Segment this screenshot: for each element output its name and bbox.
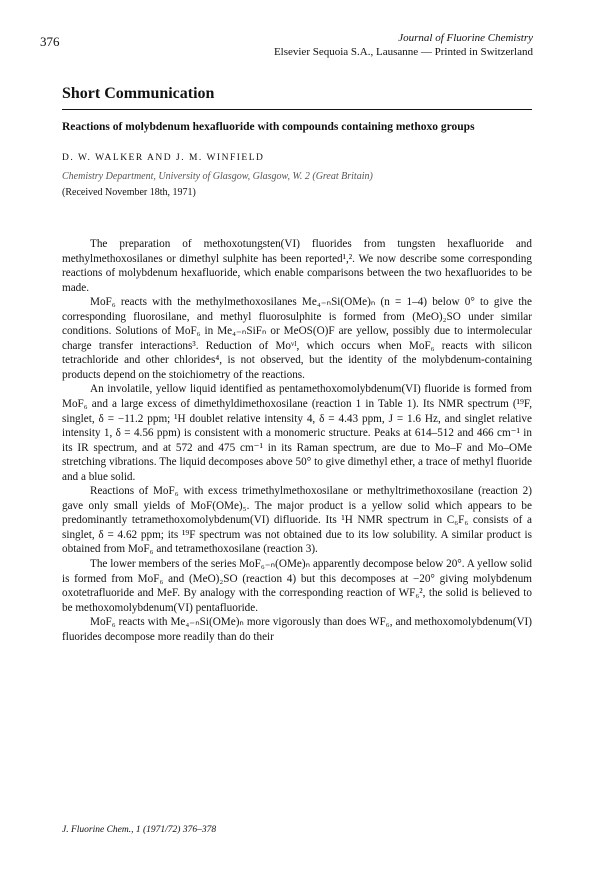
publisher-line: Elsevier Sequoia S.A., Lausanne — Printed in Switzerland xyxy=(273,46,533,58)
heading-rule xyxy=(62,109,532,110)
body-paragraph: Reactions of MoF₆ with excess trimethylmethoxosilane or methyltrimethoxosilane (reaction 2) gave only small yields of MoF(OMe)₅. The major product is a yellow solid which appears to be predominantly tetramethoxomolybdenum(VI) difluoride. Its ¹H NMR spectrum in C₆F₆ consists of a singlet, δ = 4.62 ppm; its ¹⁹F spectrum was not obtained due to its low solubility. A similar product is obtained from MoF₆ and tetramethoxosilane (reaction 3). xyxy=(62,485,532,556)
journal-name: Journal of Fluorine Chemistry xyxy=(398,32,533,44)
body-paragraph: An involatile, yellow liquid identified as pentamethoxomolybdenum(VI) fluoride is formed from MoF₆ and a large excess of dimethyldimethoxosilane (reaction 1 in Table 1). Its NMR spectrum (¹⁹F, singlet, δ = −11.2 ppm; ¹H doublet relative intensity 4, δ = 4.43 ppm, J = 1.6 Hz, and singlet relative intensity 1, δ = 4.56 ppm) is consistent with a monomeric structure. Peaks at 614–512 and 466 cm⁻¹ in its IR spectrum, and at 572 and 475 cm⁻¹ in its Raman spectrum, are due to Mo–F and Mo–OMe stretching vibrations. The liquid decomposes above 50° to give dimethyl ether, a trace of methyl fluoride and a blue solid. xyxy=(62,383,532,483)
article-body xyxy=(62,237,532,644)
body-paragraph: MoF₆ reacts with Me₄₋ₙSi(OMe)ₙ more vigorously than does WF₆, and methoxomolybdenum(VI) fluorides decompose more readily than do their xyxy=(62,616,532,643)
footer-citation: J. Fluorine Chem., 1 (1971/72) 376–378 xyxy=(62,825,217,835)
body-paragraph: The preparation of methoxotungsten(VI) fluorides from tungsten hexafluoride and methylmethoxosilanes or dimethyl sulphite has been reported¹,². We now describe some corresponding reactions of molybdenum hexafluoride, which enable comparisons between the two hexafluorides to be made. xyxy=(62,238,532,294)
page-number: 376 xyxy=(40,34,60,49)
body-paragraph: The lower members of the series MoF₆₋ₙ(OMe)ₙ apparently decompose below 20°. A yellow solid is formed from MoF₆ and (MeO)₂SO (reaction 4) but this decomposes at −20° giving molybdenum oxotetrafluoride and MeF. By analogy with the corresponding reaction of WF₆², the solid is believed to be methoxomolybdenum(VI) pentafluoride. xyxy=(62,558,533,614)
section-heading: Short Communication xyxy=(62,85,215,102)
received-date: (Received November 18th, 1971) xyxy=(62,187,196,198)
article-authors: D. W. WALKER AND J. M. WINFIELD xyxy=(62,153,265,163)
author-affiliation: Chemistry Department, University of Glasgow, Glasgow, W. 2 (Great Britain) xyxy=(62,171,373,182)
body-paragraph: MoF₆ reacts with the methylmethoxosilanes Me₄₋ₙSi(OMe)ₙ (n = 1–4) below 0° to give the corresponding fluorosilane, and methyl fluorosulphite is formed from (MeO)₂SO under similar conditions. Solutions of MoF₆ in Me₄₋ₙSiFₙ or MeOS(O)F are yellow, possibly due to intermolecular charge transfer interactions³. Reduction of Moᵛᴵ, which occurs when MoF₆ reacts with silicon tetrachloride and other chlorides⁴, is not observed, but the identity of the molybdenum-containing products depend on the stoichiometry of the reactions. xyxy=(62,296,532,381)
article-title: Reactions of molybdenum hexafluoride with compounds containing methoxo groups xyxy=(62,121,475,133)
